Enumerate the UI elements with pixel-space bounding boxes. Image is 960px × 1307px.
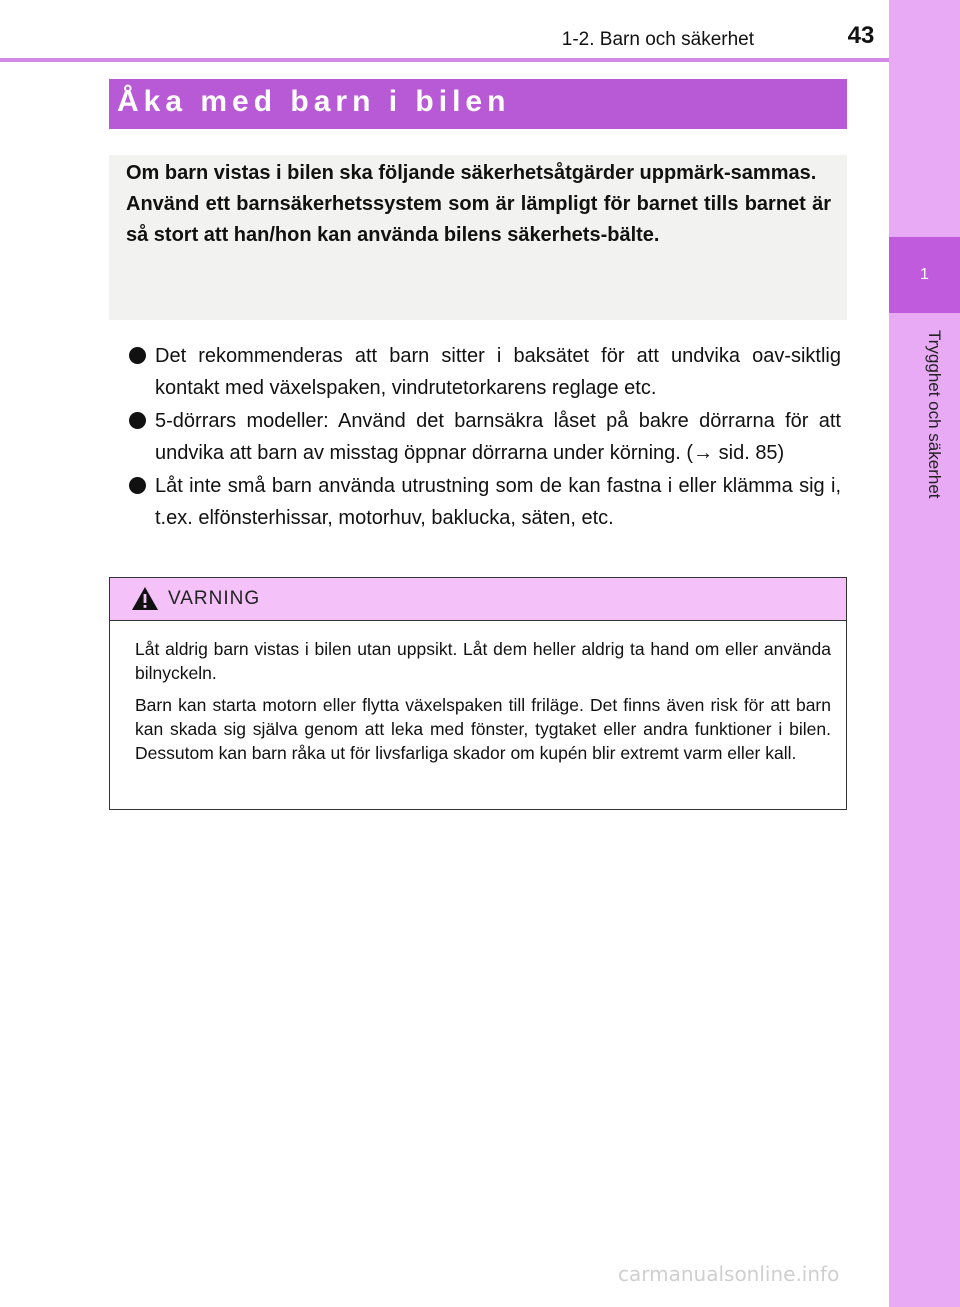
page-number: 43 [847, 22, 875, 49]
warning-paragraph: Låt aldrig barn vistas i bilen utan uppsikt. Låt dem heller aldrig ta hand om eller använda bilnyckeln. [135, 639, 831, 683]
bullet-text: Låt inte små barn använda utrustning som de kan fastna i eller klämma sig i, t.ex. elfönsterhissar, motorhuv, baklucka, säten, etc. [155, 475, 841, 529]
warning-triangle-icon [131, 586, 159, 611]
intro-paragraph: Om barn vistas i bilen ska följande säkerhetsåtgärder uppmärk-sammas. [126, 162, 817, 184]
bullet-icon [129, 477, 146, 494]
bullet-text: 5-dörrars modeller: Använd det barnsäkra låset på bakre dörrarna för att undvika att barn av misstag öppnar dörrarna under körning. (→ sid. 85) [155, 410, 841, 464]
side-tab [889, 0, 960, 1307]
page-title: Åka med barn i bilen [117, 85, 511, 118]
warning-box [109, 577, 847, 810]
bullet-icon [129, 412, 146, 429]
warning-header [110, 578, 846, 621]
warning-paragraph: Barn kan starta motorn eller flytta växelspaken till friläge. Det finns även risk för att barn kan skada sig själva genom att leka med fönster, tygtaket eller andra funktioner i bilen. Dessutom kan barn råka ut för livsfarliga skador om kupén blir extremt varm eller kall. [135, 695, 831, 763]
header-divider [0, 58, 889, 62]
bullet-list [126, 340, 841, 535]
bullet-item [126, 340, 841, 404]
bullet-text: Det rekommenderas att barn sitter i baksätet för att undvika oav-siktlig kontakt med växelspaken, vindrutetorkarens reglage etc. [155, 345, 841, 399]
watermark: carmanualsonline.info [618, 1262, 840, 1286]
page-title-bar [109, 79, 847, 129]
chapter-label: Trygghet och säkerhet [925, 330, 944, 499]
intro-paragraph: Använd ett barnsäkerhetssystem som är lämpligt för barnet tills barnet är så stort att han/hon kan använda bilens säkerhets-bälte. [126, 193, 831, 246]
bullet-item [126, 405, 841, 469]
section-title: 1-2. Barn och säkerhet [561, 29, 754, 50]
bullet-icon [129, 347, 146, 364]
bullet-item [126, 470, 841, 534]
chapter-number-tab[interactable]: 1 [889, 237, 960, 313]
warning-title: VARNING [168, 588, 261, 609]
warning-body [110, 621, 846, 765]
intro-box [109, 155, 847, 320]
